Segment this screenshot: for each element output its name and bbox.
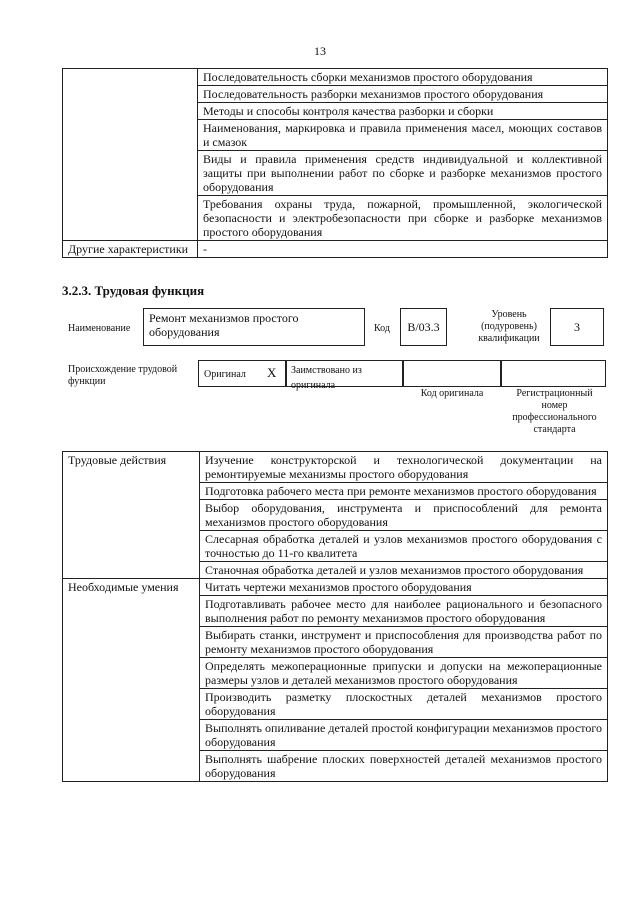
name-value: Ремонт механизмов простого оборудования [149,311,299,339]
table-row [63,241,608,258]
table-cell: Виды и правила применения средств индивидуальной и коллективной защиты при выполнении работ по сборке и разборке механизмов простого оборудования [198,151,608,196]
table-cell: Выбор оборудования, инструмента и приспособлений для ремонта механизмов простого оборудования [200,500,608,531]
row-label-cell [63,69,198,241]
code-value: В/03.3 [407,320,440,334]
group-label-actions: Трудовые действия [63,452,200,579]
table-cell: Выполнять шабрение плоских поверхностей деталей механизмов простого оборудования [200,751,608,782]
table-cell: Подготавливать рабочее место для наиболее рационального и безопасного выполнения работ по ремонту механизмов простого оборудования [200,596,608,627]
table-row [63,579,608,596]
table-row [63,69,608,86]
name-value-box [143,308,365,346]
original-box [198,360,286,387]
table-cell: Станочная обработка деталей и узлов механизмов простого оборудования [200,562,608,579]
section-title: 3.2.3. Трудовая функция [62,283,205,298]
original-mark: X [267,365,277,380]
origin-label: Происхождение трудовой функции [68,364,178,387]
labor-function-table [62,451,608,782]
other-value: - [198,241,608,258]
table-cell: Выбирать станки, инструмент и приспособления для производства работ по ремонту механизмов простого оборудования [200,627,608,658]
page-number: 13 [314,44,326,58]
original-label: Оригинал [204,369,246,380]
table-cell: Последовательность разборки механизмов простого оборудования [198,86,608,103]
table-cell: Определять межоперационные припуски и допуски на межоперационные размеры узлов и деталей механизмов простого оборудования [200,658,608,689]
reg-number-box [501,360,606,387]
borrowed-box [286,360,403,391]
table-cell: Выполнять опиливание деталей простой конфигурации механизмов простого оборудования [200,720,608,751]
table-cell: Изучение конструкторской и технологической документации на ремонтируемые механизмы простого оборудования [200,452,608,483]
name-label: Наименование [68,323,131,334]
code-label: Код [374,323,390,334]
reg-number-label: Регистрационный номер профессионального стандарта [512,388,597,435]
table-cell: Требования охраны труда, пожарной, промышленной, экологической безопасности и электробезопасности при сборке и разборке механизмов простого оборудования [198,196,608,241]
code-value-box [400,308,447,346]
table-row [63,452,608,483]
table-cell: Последовательность сборки механизмов простого оборудования [198,69,608,86]
level-value: 3 [574,320,580,334]
table-cell: Методы и способы контроля качества разборки и сборки [198,103,608,120]
code-original-box [403,360,501,387]
table-cell: Читать чертежи механизмов простого оборудования [200,579,608,596]
table-cell: Наименования, маркировка и правила применения масел, моющих составов и смазок [198,120,608,151]
table-cell: Подготовка рабочего места при ремонте механизмов простого оборудования [200,483,608,500]
knowledge-table [62,68,608,258]
other-label: Другие характеристики [63,241,198,258]
borrowed-label: Заимствовано из оригинала [291,365,362,391]
table-cell: Слесарная обработка деталей и узлов механизмов простого оборудования с точностью до 11-го квалитета [200,531,608,562]
group-label-skills: Необходимые умения [63,579,200,782]
level-value-box [550,308,604,346]
table-cell: Производить разметку плоскостных деталей механизмов простого оборудования [200,689,608,720]
code-original-label: Код оригинала [420,388,484,399]
level-label: Уровень (подуровень) квалификации [478,309,540,344]
